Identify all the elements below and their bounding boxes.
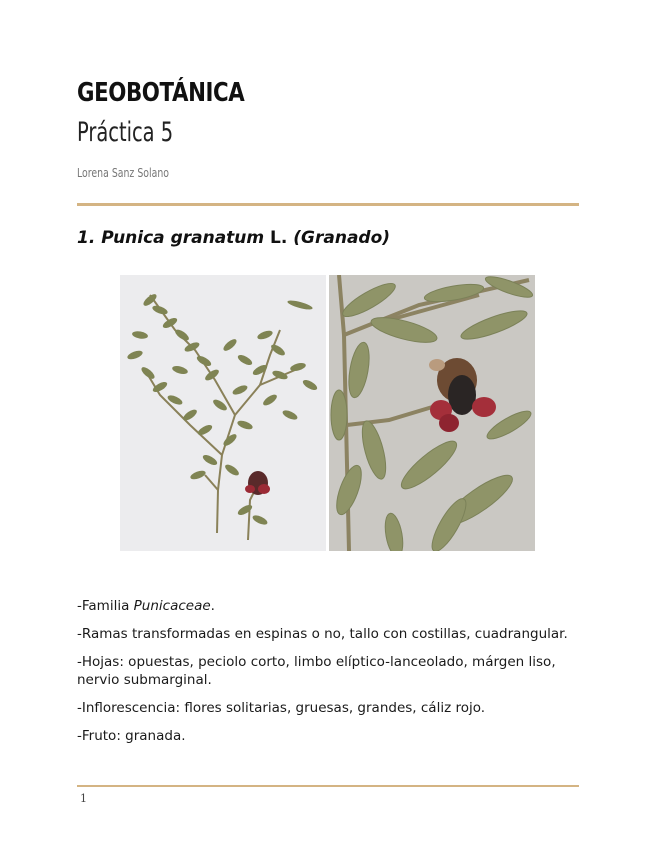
bullet-hojas: -Hojas: opuestas, peciolo corto, limbo elíptico-lanceolado, márgen liso, nervio submarginal. [77, 654, 556, 688]
document-title: GEOBOTÁNICA [77, 78, 245, 108]
footer-divider [77, 785, 579, 787]
author-name: Lorena Sanz Solano [77, 166, 169, 180]
familia-suffix: . [210, 598, 215, 614]
document-subtitle: Práctica 5 [77, 117, 174, 148]
common-name: (Granado) [293, 228, 391, 248]
familia-label: -Familia [77, 598, 134, 614]
section-number: 1. [77, 228, 96, 248]
bullet-ramas: -Ramas transformadas en espinas o no, tallo con costillas, cuadrangular. [77, 626, 568, 642]
specimen-photo-flower [329, 275, 535, 551]
bullet-fruto: -Fruto: granada. [77, 728, 186, 744]
familia-name: Punicaceae [133, 598, 211, 614]
specimen-photo-branch [120, 275, 326, 551]
species-authority: L. [270, 228, 288, 248]
bullet-inflorescencia: -Inflorescencia: flores solitarias, gruesas, grandes, cáliz rojo. [77, 700, 486, 716]
header-divider [77, 203, 579, 206]
page-number: 1 [80, 792, 87, 805]
bullet-familia [77, 597, 582, 615]
section-heading [77, 228, 390, 248]
species-characteristics [77, 597, 582, 755]
species-name: Punica granatum [101, 228, 265, 248]
